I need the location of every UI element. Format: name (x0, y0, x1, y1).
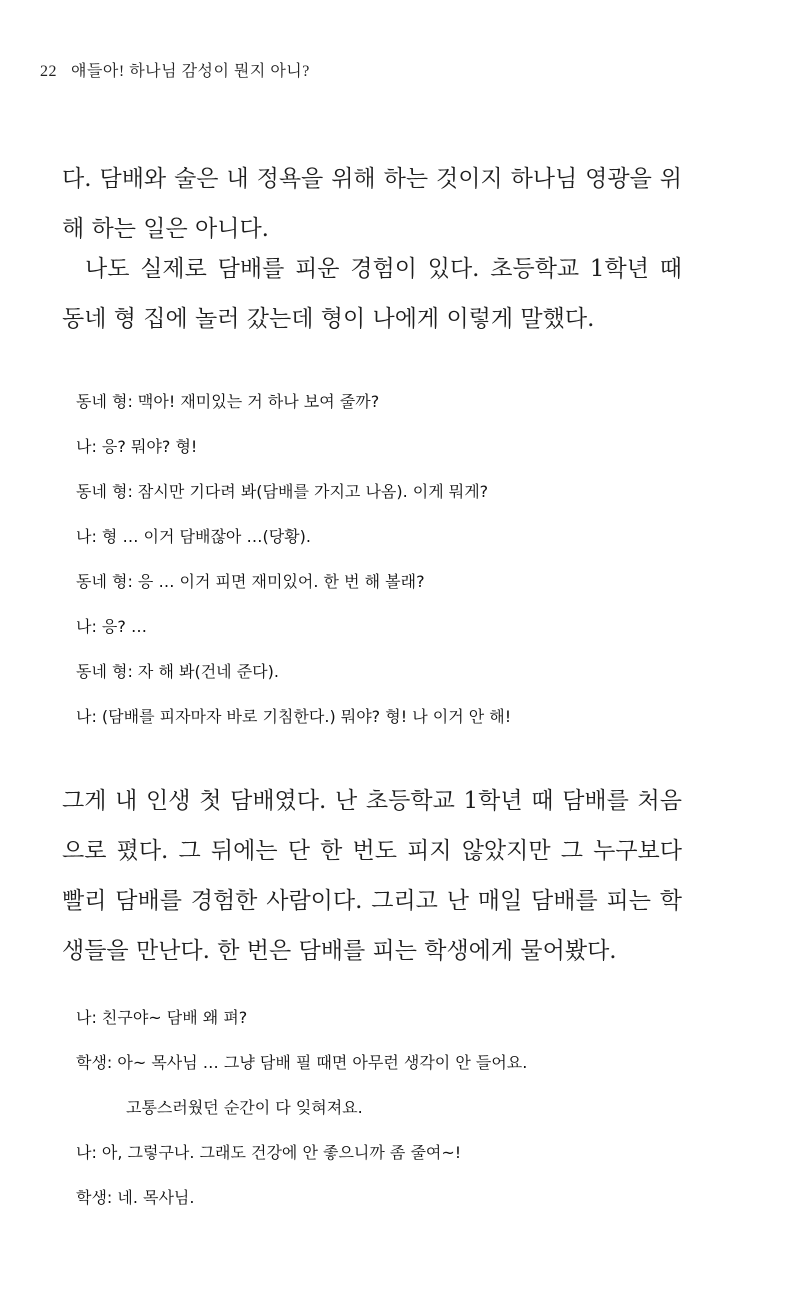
dialogue-line: 동네 형: 자 해 봐(건네 준다). (76, 662, 279, 681)
page-number: 22 (40, 63, 57, 80)
running-header (40, 58, 310, 81)
dialogue-line: 학생: 네. 목사님. (76, 1188, 195, 1207)
dialogue-line: 나: 응? … (76, 617, 147, 636)
dialogue-line-continuation: 고통스러웠던 순간이 다 잊혀져요. (126, 1098, 363, 1117)
dialogue-line: 학생: 아~ 목사님 … 그냥 담배 필 때면 아무런 생각이 안 들어요. (76, 1053, 528, 1072)
dialogue-line: 나: 아, 그렇구나. 그래도 건강에 안 좋으니까 좀 줄여~! (76, 1143, 462, 1162)
book-title: 얘들아! 하나님 감성이 뭔지 아니? (71, 63, 310, 80)
dialogue-line: 동네 형: 잠시만 기다려 봐(담배를 가지고 나옴). 이게 뭐게? (76, 482, 489, 501)
body-paragraph-1: 다. 담배와 술은 내 정욕을 위해 하는 것이지 하나님 영광을 위해 하는 일은 아니다. (62, 166, 682, 242)
dialogue-line: 나: (담배를 피자마자 바로 기침한다.) 뭐야? 형! 나 이거 안 해! (76, 707, 512, 726)
dialogue-line: 나: 친구야~ 담배 왜 펴? (76, 1008, 248, 1027)
dialogue-line: 동네 형: 응 … 이거 피면 재미있어. 한 번 해 볼래? (76, 572, 425, 591)
dialogue-line: 나: 형 … 이거 담배잖아 …(당황). (76, 527, 311, 546)
dialogue-line: 나: 응? 뭐야? 형! (76, 437, 198, 456)
dialogue-block-2 (76, 995, 736, 1220)
dialogue-line: 동네 형: 맥아! 재미있는 거 하나 보여 줄까? (76, 392, 380, 411)
dialogue-block-1 (76, 379, 736, 739)
body-paragraph-2: 나도 실제로 담배를 피운 경험이 있다. 초등학교 1학년 때 동네 형 집에 놀러 갔는데 형이 나에게 이렇게 말했다. (62, 256, 682, 332)
body-paragraph-3: 그게 내 인생 첫 담배였다. 난 초등학교 1학년 때 담배를 처음으로 폈다. 그 뒤에는 단 한 번도 피지 않았지만 그 누구보다 빨리 담배를 경험한 사람이다. 그리고 난 매일 담배를 피는 학생들을 만난다. 한 번은 담배를 피는 학생에게 물어봤다. (62, 788, 682, 964)
